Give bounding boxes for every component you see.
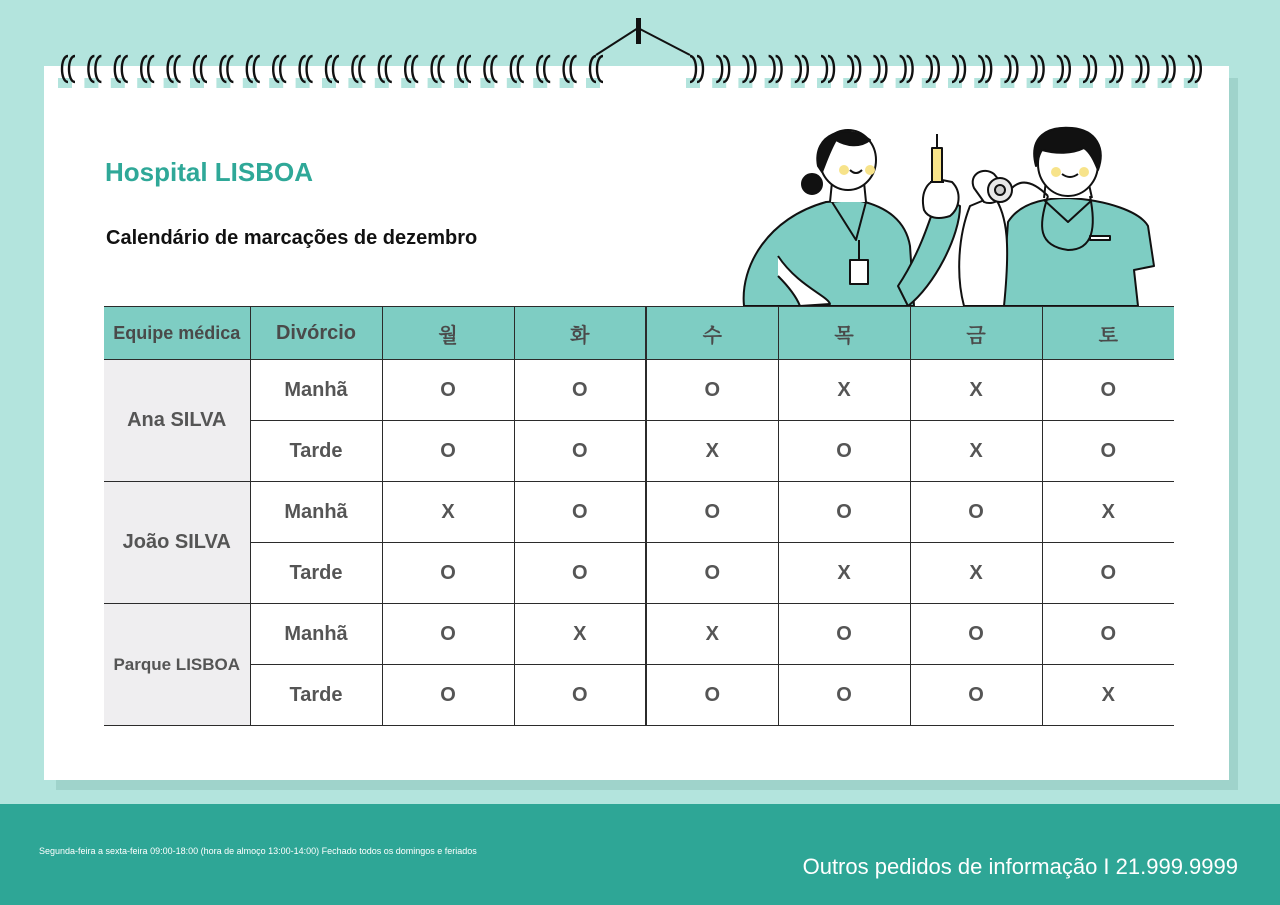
column-header-day: 화: [514, 307, 646, 360]
availability-cell: O: [1042, 543, 1174, 604]
availability-cell: X: [1042, 665, 1174, 726]
period-label: Tarde: [250, 421, 382, 482]
availability-cell: O: [382, 604, 514, 665]
spiral-ring: [1105, 56, 1122, 88]
doctor-with-stethoscope-illustration: [959, 128, 1154, 306]
table-row: [104, 543, 1174, 604]
availability-cell: X: [382, 482, 514, 543]
period-label: Manhã: [250, 604, 382, 665]
spiral-ring: [190, 56, 207, 88]
availability-cell: O: [646, 360, 778, 421]
availability-cell: X: [646, 421, 778, 482]
spiral-ring: [1158, 56, 1175, 88]
opening-hours: Segunda-feira a sexta-feira 09:00-18:00 (hora de almoço 13:00-14:00) Fechado todos os domingos e feriados: [39, 846, 477, 856]
availability-cell: O: [778, 482, 910, 543]
spiral-ring: [375, 56, 392, 88]
availability-cell: O: [1042, 421, 1174, 482]
spiral-ring: [1027, 56, 1044, 88]
column-header-day: 월: [382, 307, 514, 360]
availability-cell: X: [910, 421, 1042, 482]
spiral-ring: [58, 56, 75, 88]
spiral-ring: [843, 56, 860, 88]
availability-cell: O: [1042, 604, 1174, 665]
period-label: Manhã: [250, 360, 382, 421]
availability-cell: X: [514, 604, 646, 665]
spiral-ring: [269, 56, 286, 88]
spiral-ring: [1131, 56, 1148, 88]
availability-cell: O: [646, 543, 778, 604]
spiral-ring: [1184, 56, 1201, 88]
spiral-ring: [533, 56, 550, 88]
doctor-name: João SILVA: [104, 482, 250, 604]
spiral-ring: [322, 56, 339, 88]
page-title: Hospital LISBOA: [105, 157, 314, 187]
column-header-day: 토: [1042, 307, 1174, 360]
spiral-ring: [948, 56, 965, 88]
table-row: [104, 421, 1174, 482]
spiral-ring: [111, 56, 128, 88]
table-row: [104, 482, 1174, 543]
spiral-ring: [1053, 56, 1070, 88]
medical-staff-illustration: [738, 126, 1168, 308]
availability-cell: O: [514, 421, 646, 482]
contact-info: Outros pedidos de informação I 21.999.9999: [802, 854, 1238, 879]
availability-cell: O: [910, 665, 1042, 726]
spiral-ring: [686, 56, 703, 88]
spiral-ring: [791, 56, 808, 88]
table-header-row: [104, 307, 1174, 360]
spiral-ring: [560, 56, 577, 88]
availability-cell: X: [778, 543, 910, 604]
spiral-ring: [817, 56, 834, 88]
spiral-ring: [216, 56, 233, 88]
availability-cell: X: [910, 360, 1042, 421]
spiral-ring: [454, 56, 471, 88]
table-row: [104, 604, 1174, 665]
page-subtitle: Calendário de marcações de dezembro: [106, 227, 478, 249]
availability-cell: O: [910, 604, 1042, 665]
spiral-ring: [869, 56, 886, 88]
availability-cell: X: [778, 360, 910, 421]
spiral-ring: [896, 56, 913, 88]
period-label: Tarde: [250, 665, 382, 726]
availability-cell: O: [382, 360, 514, 421]
availability-cell: O: [778, 421, 910, 482]
column-header-team: Equipe médica: [104, 307, 250, 360]
doctor-name: Parque LISBOA: [104, 604, 250, 726]
table-row: [104, 360, 1174, 421]
availability-cell: X: [646, 604, 778, 665]
spiral-ring: [480, 56, 497, 88]
spiral-ring: [164, 56, 181, 88]
availability-cell: X: [910, 543, 1042, 604]
column-header-day: 수: [646, 307, 778, 360]
spiral-ring: [348, 56, 365, 88]
spiral-ring: [738, 56, 755, 88]
spiral-ring: [586, 56, 603, 88]
column-header-day: 목: [778, 307, 910, 360]
availability-cell: O: [1042, 360, 1174, 421]
appointment-schedule-table: [104, 306, 1174, 726]
availability-cell: O: [514, 665, 646, 726]
availability-cell: O: [646, 482, 778, 543]
column-header-day: 금: [910, 307, 1042, 360]
spiral-ring: [974, 56, 991, 88]
availability-cell: O: [514, 543, 646, 604]
availability-cell: O: [910, 482, 1042, 543]
spiral-ring: [507, 56, 524, 88]
table-row: [104, 665, 1174, 726]
availability-cell: O: [778, 665, 910, 726]
footer-bar: [0, 804, 1280, 905]
availability-cell: O: [514, 482, 646, 543]
availability-cell: O: [382, 421, 514, 482]
column-header-period: Divórcio: [250, 307, 382, 360]
spiral-ring: [765, 56, 782, 88]
nurse-with-syringe-illustration: [744, 130, 960, 306]
availability-cell: O: [514, 360, 646, 421]
period-label: Manhã: [250, 482, 382, 543]
spiral-ring: [922, 56, 939, 88]
spiral-ring: [243, 56, 260, 88]
spiral-ring: [712, 56, 729, 88]
availability-cell: O: [778, 604, 910, 665]
doctor-name: Ana SILVA: [104, 360, 250, 482]
spiral-ring: [401, 56, 418, 88]
spiral-ring: [1000, 56, 1017, 88]
period-label: Tarde: [250, 543, 382, 604]
spiral-ring: [428, 56, 445, 88]
spiral-ring: [1079, 56, 1096, 88]
spiral-ring: [84, 56, 101, 88]
calendar-spiral-binding: [0, 0, 1280, 100]
spiral-ring: [296, 56, 313, 88]
availability-cell: O: [646, 665, 778, 726]
availability-cell: O: [382, 665, 514, 726]
availability-cell: O: [382, 543, 514, 604]
availability-cell: X: [1042, 482, 1174, 543]
spiral-ring: [137, 56, 154, 88]
